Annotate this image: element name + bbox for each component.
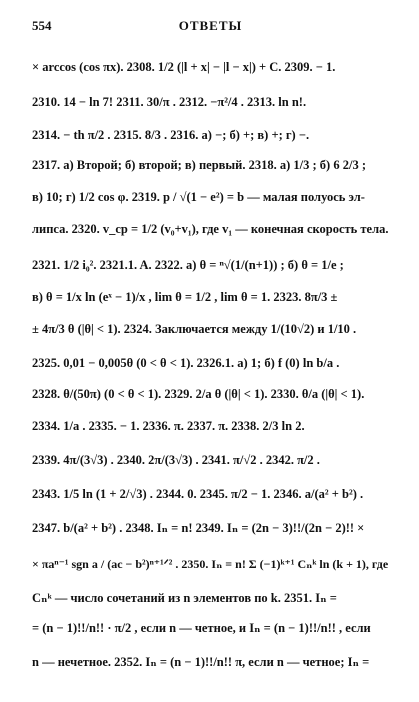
answer-line: n — нечетное. 2352. Iₙ = (n − 1)!!/n!! π, если n — четное; Iₙ =	[32, 655, 370, 669]
page-number: 554	[32, 18, 52, 33]
answer-line: 2325. 0,01 − 0,005θ (0 < θ < 1). 2326.1. а) 1; б) f (0) ln b/a .	[32, 356, 340, 370]
answer-line: ± 4π/3 θ (|θ| < 1). 2324. Заключается между 1/(10√2) и 1/10 .	[32, 322, 357, 336]
answer-line: Cₙᵏ — число сочетаний из n элементов по k. 2351. Iₙ =	[32, 591, 337, 605]
running-title: ОТВЕТЫ	[178, 18, 243, 33]
answer-line: 2328. θ/(50π) (0 < θ < 1). 2329. 2/a θ (|θ| < 1). 2330. θ/a (|θ| < 1).	[32, 387, 365, 401]
answer-line: в) θ = 1/x ln (eˣ − 1)/x , lim θ = 1/2 , lim θ = 1. 2323. 8π/3 ±	[32, 290, 338, 304]
answer-line: 2334. 1/a . 2335. − 1. 2336. π. 2337. π. 2338. 2/3 ln 2.	[32, 419, 305, 433]
answer-line: × πaⁿ⁻¹ sgn a / (ac − b²)ⁿ⁺¹ᐟ² . 2350. Iₙ = n! Σ (−1)ᵏ⁺¹ Cₙᵏ ln (k + 1), где	[32, 557, 389, 571]
answer-line: 2339. 4π/(3√3) . 2340. 2π/(3√3) . 2341. π/√2 . 2342. π/2 .	[32, 453, 320, 467]
answer-line: 2317. а) Второй; б) второй; в) первый. 2318. а) 1/3 ; б) 6 2/3 ;	[32, 158, 366, 172]
answer-line: в) 10; г) 1/2 cos φ. 2319. p / √(1 − e²) = b — малая полуось эл-	[32, 190, 365, 204]
answer-line: 2321. 1/2 i₀². 2321.1. A. 2322. а) θ = ⁿ√(1/(n+1)) ; б) θ = 1/e ;	[32, 258, 344, 272]
answer-line: липса. 2320. v_ср = 1/2 (v₀+v₁), где v₁ — конечная скорость тела.	[32, 222, 389, 236]
answer-line: 2310. 14 − ln 7! 2311. 30/π . 2312. −π²/4 . 2313. ln n!.	[32, 95, 307, 109]
page-header	[32, 18, 389, 36]
answer-line: 2314. − th π/2 . 2315. 8/3 . 2316. а) −; б) +; в) +; г) −.	[32, 128, 310, 142]
answer-line: = (n − 1)!!/n!! · π/2 , если n — четное, и Iₙ = (n − 1)!!/n!! , если	[32, 621, 371, 635]
answer-line: 2347. b/(a² + b²) . 2348. Iₙ = n! 2349. Iₙ = (2n − 3)!!/(2n − 2)!! ×	[32, 521, 365, 535]
answer-line: 2343. 1/5 ln (1 + 2/√3) . 2344. 0. 2345. π/2 − 1. 2346. a/(a² + b²) .	[32, 487, 364, 501]
answer-line: × arccos (cos πx). 2308. 1/2 (|l + x| − |l − x|) + C. 2309. − 1.	[32, 60, 336, 74]
